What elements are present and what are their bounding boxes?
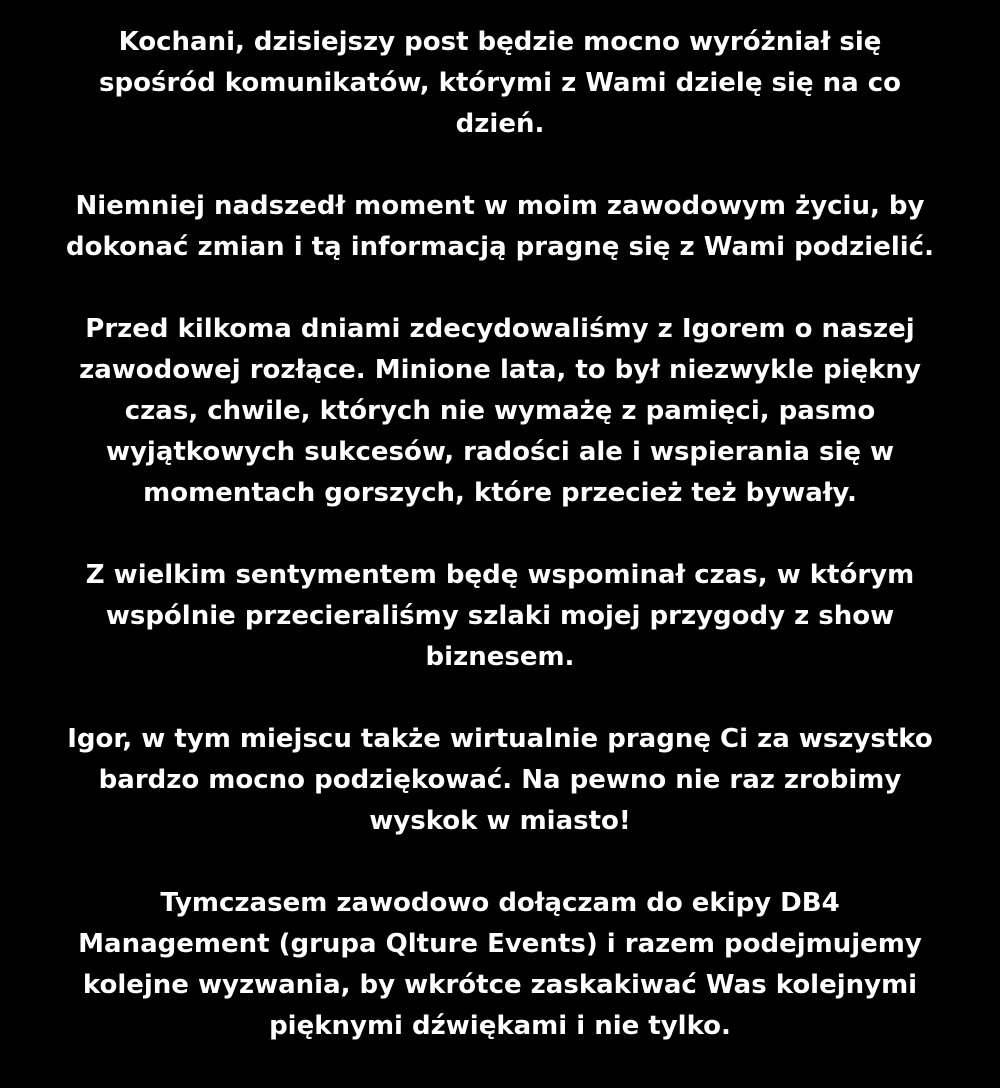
text-line: wspólnie przecieraliśmy szlaki mojej przygody z show xyxy=(105,601,895,631)
text-line: kolejne wyzwania, by wkrótce zaskakiwać Was kolejnymi xyxy=(82,970,918,1000)
text-line: pięknymi dźwiękami i nie tylko. xyxy=(269,1011,731,1041)
paragraph-separation xyxy=(0,309,1000,514)
text-line: bardzo mocno podziękować. Na pewno nie raz zrobimy xyxy=(98,765,902,795)
text-line: momentach gorszych, które przecież też bywały. xyxy=(143,478,857,508)
text-line: Management (grupa Qlture Events) i razem podejmujemy xyxy=(78,929,922,959)
text-line: zawodowej rozłące. Minione lata, to był niezwykle piękny xyxy=(79,355,921,385)
text-line: Tymczasem zawodowo dołączam do ekipy DB4 xyxy=(160,888,840,918)
paragraph-new-team xyxy=(0,883,1000,1047)
text-line: Z wielkim sentymentem będę wspominał czas, w którym xyxy=(85,560,915,590)
text-line: Kochani, dzisiejszy post będzie mocno wyróżniał się xyxy=(118,27,882,57)
paragraph-thanks xyxy=(0,719,1000,842)
paragraph-greeting xyxy=(0,22,1000,145)
text-line: Igor, w tym miejscu także wirtualnie pragnę Ci za wszystko xyxy=(67,724,933,754)
paragraph-sentiment xyxy=(0,555,1000,678)
text-line: dokonać zmian i tą informacją pragnę się z Wami podzielić. xyxy=(66,232,934,262)
text-line: czas, chwile, których nie wymażę z pamięci, pasmo xyxy=(124,396,876,426)
post-text-block xyxy=(0,22,1000,1088)
text-line: Przed kilkoma dniami zdecydowaliśmy z Igorem o naszej xyxy=(85,314,915,344)
text-line: Niemniej nadszedł moment w moim zawodowym życiu, by xyxy=(75,191,925,221)
text-line: dzień. xyxy=(455,109,545,139)
paragraph-change xyxy=(0,186,1000,268)
text-line: wyskok w miasto! xyxy=(369,806,631,836)
text-line: biznesem. xyxy=(425,642,575,672)
text-line: wyjątkowych sukcesów, radości ale i wspierania się w xyxy=(105,437,895,467)
text-line: spośród komunikatów, którymi z Wami dzielę się na co xyxy=(99,68,901,98)
